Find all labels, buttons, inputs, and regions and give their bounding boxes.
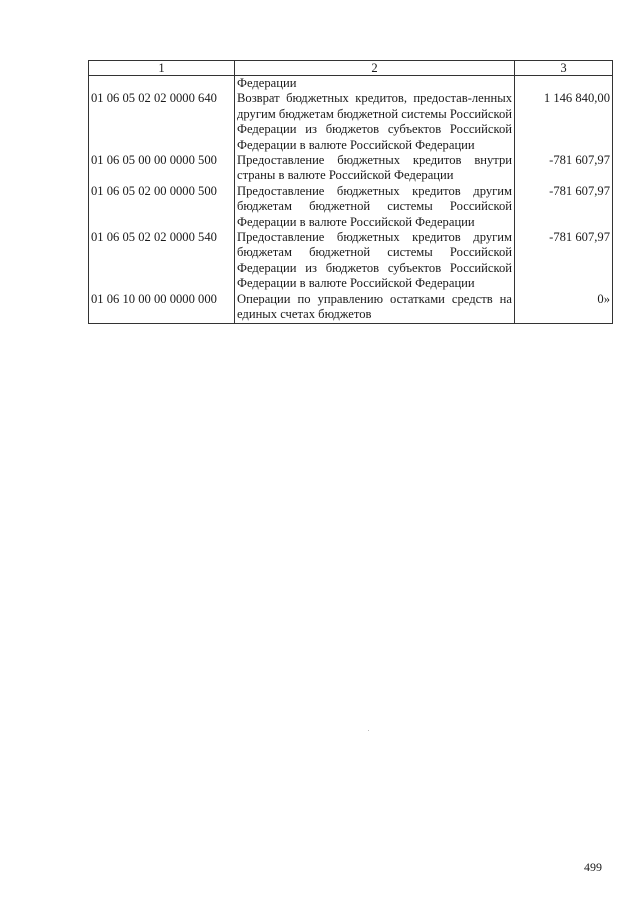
table-row: [89, 76, 613, 92]
row-amount: [515, 76, 613, 92]
scan-speck: [368, 730, 369, 731]
row-code: 01 06 05 02 02 0000 540: [89, 230, 235, 292]
row-amount: -781 607,97: [515, 153, 613, 184]
table-header-row: [89, 61, 613, 76]
column-header-code: 1: [89, 61, 235, 76]
page-number: 499: [584, 860, 602, 874]
table-row: [89, 153, 613, 184]
budget-sources-table: [88, 60, 613, 324]
row-amount: -781 607,97: [515, 230, 613, 292]
row-amount: -781 607,97: [515, 184, 613, 230]
column-header-name: 2: [235, 61, 515, 76]
row-code: [89, 76, 235, 92]
table-row: [89, 184, 613, 230]
table-row: [89, 91, 613, 153]
table-row: [89, 230, 613, 292]
row-name: Предоставление бюджетных кредитов другим бюджетам бюджетной системы Российской Федерации в валюте Российской Федерации: [235, 184, 515, 230]
row-code: 01 06 10 00 00 0000 000: [89, 292, 235, 323]
row-code: 01 06 05 00 00 0000 500: [89, 153, 235, 184]
row-name: Федерации: [235, 76, 515, 92]
row-code: 01 06 05 02 02 0000 640: [89, 91, 235, 153]
row-code: 01 06 05 02 00 0000 500: [89, 184, 235, 230]
table-row: [89, 292, 613, 323]
row-amount: 1 146 840,00: [515, 91, 613, 153]
row-name: Операции по управлению остатками средств на единых счетах бюджетов: [235, 292, 515, 323]
row-name: Предоставление бюджетных кредитов другим бюджетам бюджетной системы Российской Федерации из бюджетов субъектов Российской Федерации в валюте Российской Федерации: [235, 230, 515, 292]
row-name: Возврат бюджетных кредитов, предостав-ленных другим бюджетам бюджетной системы Российской Федерации из бюджетов субъектов Российской Федерации в валюте Российской Федерации: [235, 91, 515, 153]
row-name: Предоставление бюджетных кредитов внутри страны в валюте Российской Федерации: [235, 153, 515, 184]
column-header-amount: 3: [515, 61, 613, 76]
row-amount: 0»: [515, 292, 613, 323]
